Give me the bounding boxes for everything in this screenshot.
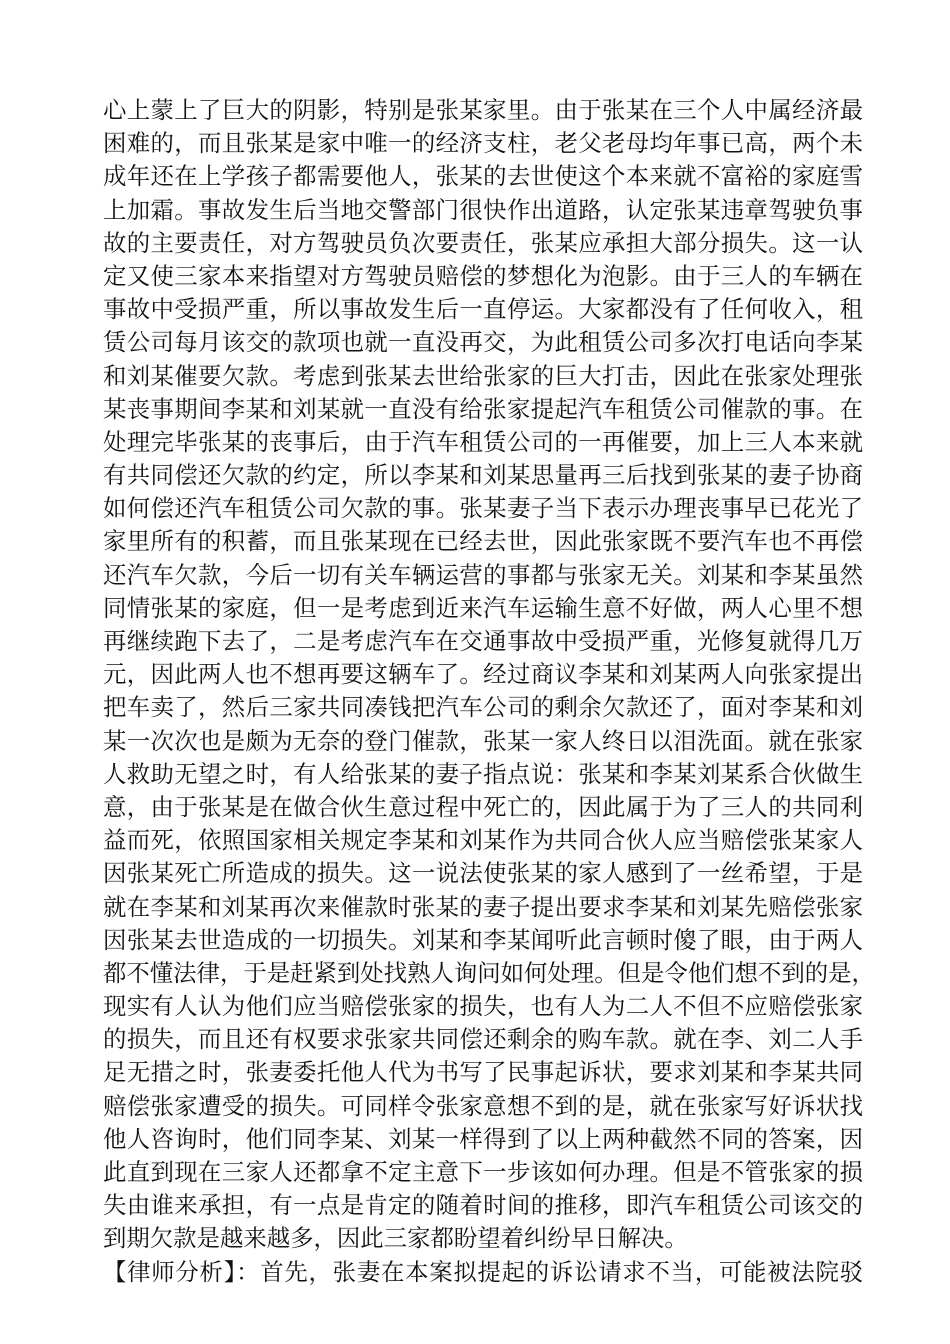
text-line: 上加霜。事故发生后当地交警部门很快作出道路，认定张某违章驾驶负事 [103,195,863,224]
text-line: 益而死，依照国家相关规定李某和刘某作为共同合伙人应当赔偿张某家人 [103,826,863,855]
text-line: 家里所有的积蓄，而且张某现在已经去世，因此张家既不要汽车也不再偿 [103,527,863,556]
text-line: 处理完毕张某的丧事后，由于汽车租赁公司的一再催要，加上三人本来就 [103,427,863,456]
text-line: 他人咨询时，他们同李某、刘某一样得到了以上两种截然不同的答案，因 [103,1124,863,1153]
text-line: 和刘某催要欠款。考虑到张某去世给张家的巨大打击，因此在张家处理张 [103,361,863,390]
text-line: 把车卖了，然后三家共同凑钱把汽车公司的剩余欠款还了，面对李某和刘 [103,693,863,722]
text-line: 再继续跑下去了，二是考虑汽车在交通事故中受损严重，光修复就得几万 [103,627,863,655]
text-line: 有共同偿还欠款的约定，所以李某和刘某思量再三后找到张某的妻子协商 [103,461,863,490]
document-body-text [103,94,875,1289]
text-line: 意，由于张某是在做合伙生意过程中死亡的，因此属于为了三人的共同利 [103,792,863,821]
text-line: 都不懂法律，于是赶紧到处找熟人询问如何处理。但是令他们想不到的是， [103,958,875,987]
text-line: 赔偿张家遭受的损失。可同样令张家意想不到的是，就在张家写好诉状找 [103,1091,863,1120]
text-line: 如何偿还汽车租赁公司欠款的事。张某妻子当下表示办理丧事早已花光了 [103,494,863,523]
text-line: 到期欠款是越来越多，因此三家都盼望着纠纷早日解决。 [103,1224,688,1253]
text-line: 现实有人认为他们应当赔偿张家的损失，也有人为二人不但不应赔偿张家 [103,992,863,1021]
text-line: 同情张某的家庭，但一是考虑到近来汽车运输生意不好做，两人心里不想 [103,593,863,622]
text-line: 成年还在上学孩子都需要他人，张某的去世使这个本来就不富裕的家庭雪 [103,162,863,191]
text-line: 因张某去世造成的一切损失。刘某和李某闻听此言顿时傻了眼，由于两人 [103,925,863,954]
text-line: 故的主要责任，对方驾驶员负次要责任，张某应承担大部分损失。这一认 [103,228,863,257]
text-line: 事故中受损严重，所以事故发生后一直停运。大家都没有了任何收入，租 [103,295,863,324]
text-line: 失由谁来承担，有一点是肯定的随着时间的推移，即汽车租赁公司该交的 [103,1191,863,1220]
text-line: 困难的，而且张某是家中唯一的经济支柱，老父老母均年事已高，两个未 [103,129,863,158]
text-line: 元，因此两人也不想再要这辆车了。经过商议李某和刘某两人向张家提出 [103,660,863,689]
text-line: 心上蒙上了巨大的阴影，特别是张某家里。由于张某在三个人中属经济最 [103,96,863,124]
text-line: 赁公司每月该交的款项也就一直没再交，为此租赁公司多次打电话向李某 [103,328,863,357]
text-line: 此直到现在三家人还都拿不定主意下一步该如何办理。但是不管张家的损 [103,1158,863,1186]
text-line: 还汽车欠款，今后一切有关车辆运营的事都与张家无关。刘某和李某虽然 [103,560,863,589]
text-line: 定又使三家本来指望对方驾驶员赔偿的梦想化为泡影。由于三人的车辆在 [103,261,863,290]
section-heading-line: 【律师分析】：首先，张妻在本案拟提起的诉讼请求不当，可能被法院驳 [103,1257,863,1286]
text-line: 某一次次也是颇为无奈的登门催款，张某一家人终日以泪洗面。就在张家 [103,726,863,755]
text-line: 就在李某和刘某再次来催款时张某的妻子提出要求李某和刘某先赔偿张家 [103,892,863,921]
text-line: 某丧事期间李某和刘某就一直没有给张家提起汽车租赁公司催款的事。在 [103,394,863,423]
text-line: 的损失，而且还有权要求张家共同偿还剩余的购车款。就在李、刘二人手 [103,1025,863,1054]
text-line: 足无措之时，张妻委托他人代为书写了民事起诉状，要求刘某和李某共同 [103,1058,863,1087]
text-line: 因张某死亡所造成的损失。这一说法使张某的家人感到了一丝希望，于是 [103,859,863,888]
text-line: 人救助无望之时，有人给张某的妻子指点说：张某和李某刘某系合伙做生 [103,759,863,788]
